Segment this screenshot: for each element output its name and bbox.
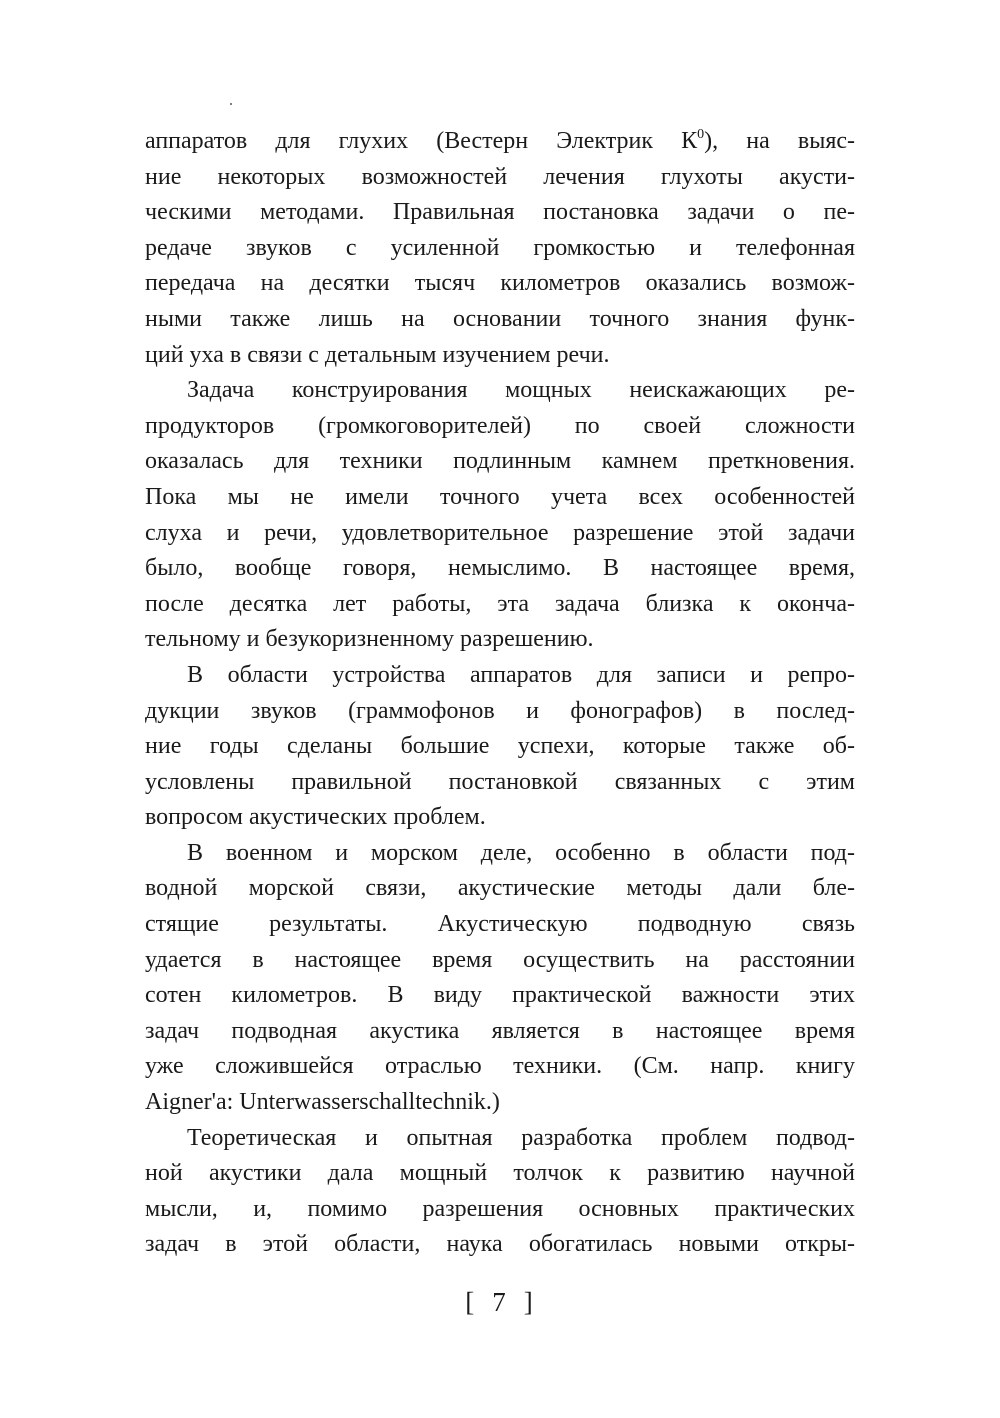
page-number xyxy=(0,1282,1000,1322)
text-line: аппаратов для глухих (Вестерн Электрик $К^0$), на выяс- xyxy=(145,127,855,154)
text-line: дукции звуков (граммофонов и фонографов) в послед- xyxy=(145,697,855,724)
text-line: ние годы сделаны большие успехи, которые также об- xyxy=(145,733,855,760)
text-line: задач в этой области, наука обогатилась новыми откры- xyxy=(145,1231,855,1258)
text-line: стящие результаты. Акустическую подводную связь xyxy=(145,911,855,938)
text-line: слуха и речи, удовлетворительное разрешение этой задачи xyxy=(145,519,855,546)
text-line: ций уха в связи с детальным изучением речи. xyxy=(145,341,610,368)
text-line: Aigner'a: Unterwasserschalltechnik.) xyxy=(145,1089,500,1116)
paragraph-3 xyxy=(145,658,855,836)
paragraph-1 xyxy=(145,124,855,373)
text-line: условлены правильной постановкой связанных с этим xyxy=(145,768,855,795)
close-bracket: ] xyxy=(523,1287,535,1317)
print-speck xyxy=(230,103,232,105)
text-line: ние некоторых возможностей лечения глухоты акусти- xyxy=(145,163,855,190)
paragraph-2 xyxy=(145,373,855,658)
text-line: Пока мы не имели точного учета всех особенностей xyxy=(145,483,855,510)
text-line: редаче звуков с усиленной громкостью и телефонная xyxy=(145,234,855,261)
text-line: В области устройства аппаратов для записи и репро- xyxy=(187,661,855,688)
body-text xyxy=(145,124,855,1263)
text-line: оказалась для техники подлинным камнем преткновения. xyxy=(145,448,855,475)
text-line: водной морской связи, акустические методы дали бле- xyxy=(145,875,855,902)
text-line: продукторов (громкоговорителей) по своей сложности xyxy=(145,412,855,439)
text-line: было, вообще говоря, немыслимо. В настоящее время, xyxy=(145,555,855,582)
text-line: ческими методами. Правильная постановка задачи о пе- xyxy=(145,199,855,226)
text-line: уже сложившейся отраслью техники. (См. напр. книгу xyxy=(145,1053,855,1080)
page-number-value: 7 xyxy=(492,1287,508,1317)
text-line: ной акустики дала мощный толчок к развитию научной xyxy=(145,1160,855,1187)
text-line: Теоретическая и опытная разработка проблем подвод- xyxy=(187,1124,855,1151)
text-line: В военном и морском деле, особенно в области под- xyxy=(187,839,855,866)
text-line: сотен километров. В виду практической важности этих xyxy=(145,982,855,1009)
open-bracket: [ xyxy=(465,1287,477,1317)
text-line: мысли, и, помимо разрешения основных практических xyxy=(145,1195,855,1222)
paragraph-4 xyxy=(145,836,855,1121)
text-line: задач подводная акустика является в настоящее время xyxy=(145,1017,855,1044)
text-line: после десятка лет работы, эта задача близка к оконча- xyxy=(145,590,855,617)
text-line: тельному и безукоризненному разрешению. xyxy=(145,626,594,653)
text-line: передача на десятки тысяч километров оказались возмож- xyxy=(145,270,855,297)
text-line: Задача конструирования мощных неискажающих ре- xyxy=(187,377,855,404)
text-line: удается в настоящее время осуществить на расстоянии xyxy=(145,946,855,973)
text-line: вопросом акустических проблем. xyxy=(145,804,486,831)
paragraph-5 xyxy=(145,1121,855,1263)
text-line: ными также лишь на основании точного знания функ- xyxy=(145,305,855,332)
superscript-zero: 0 xyxy=(697,127,705,142)
